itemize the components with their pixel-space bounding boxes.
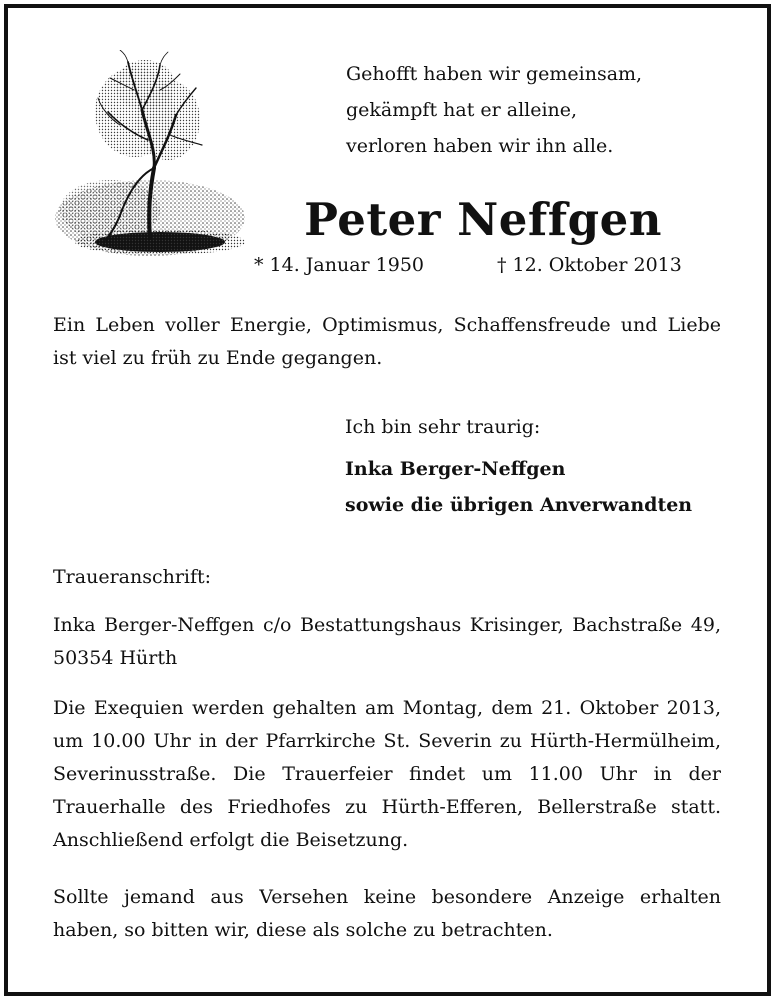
mourner-name: Inka Berger-Neffgen (345, 458, 566, 480)
poem (346, 56, 642, 164)
tribute-text: Ein Leben voller Energie, Optimismus, Schaffensfreude und Liebe ist viel zu früh zu Ende gegangen. (53, 314, 721, 369)
deceased-name: Peter Neffgen (304, 193, 662, 246)
death-date: † 12. Oktober 2013 (497, 254, 682, 276)
mourners-intro: Ich bin sehr traurig: (345, 416, 541, 438)
closing-note: Sollte jemand aus Versehen keine besondere Anzeige erhalten haben, so bitten wir, diese als solche zu betrachten. (53, 886, 721, 941)
tree-illustration (50, 50, 250, 275)
address-label: Traueranschrift: (53, 566, 212, 588)
poem-line-1: Gehofft haben wir gemeinsam, (346, 63, 643, 85)
poem-line-3: verloren haben wir ihn alle. (346, 135, 614, 157)
service-details: Die Exequien werden gehalten am Montag, dem 21. Oktober 2013, um 10.00 Uhr in der Pfarrkirche St. Severin zu Hürth-Hermülheim, Severinusstraße. Die Trauerfeier findet um 11.00 Uhr in der Trauerhalle des Friedhofes zu Hürth-Efferen, Bellerstraße statt. Anschließend erfolgt die Beisetzung. (53, 697, 721, 851)
birth-date: * 14. Januar 1950 (254, 254, 425, 276)
poem-line-2: gekämpft hat er alleine, (346, 99, 578, 121)
mourner-relatives: sowie die übrigen Anverwandten (345, 494, 693, 516)
address-text: Inka Berger-Neffgen c/o Bestattungshaus Krisinger, Bachstraße 49, 50354 Hürth (53, 614, 721, 669)
